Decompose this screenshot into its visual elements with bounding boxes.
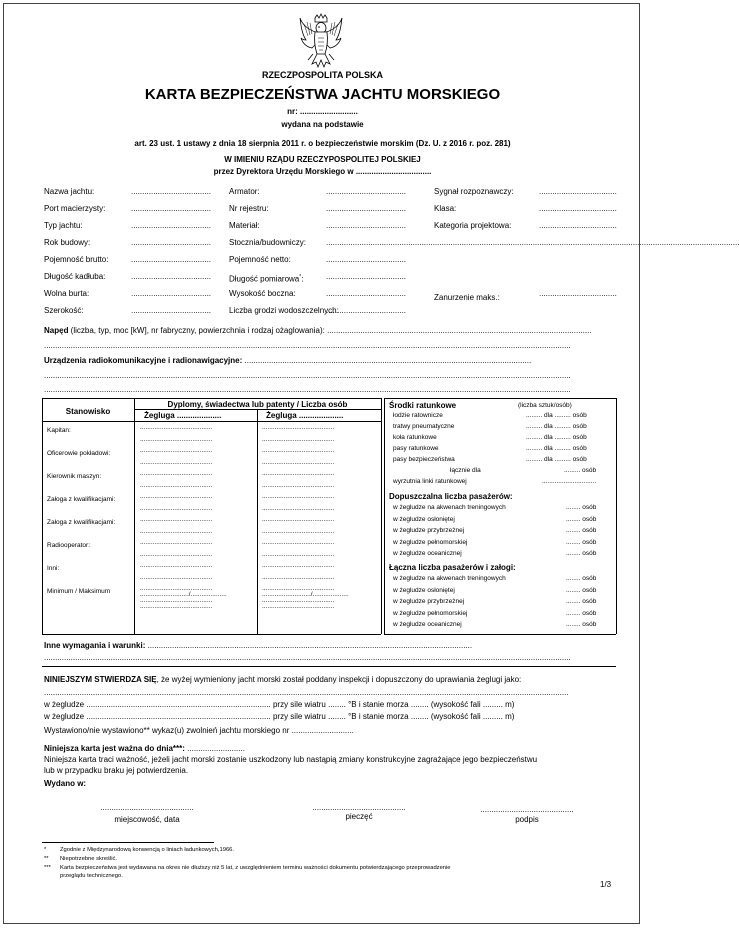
rescue-item-value[interactable]: ......... dla ......... osób [526,456,587,463]
propulsion-label: Napęd [44,326,69,335]
crew-cell-dots[interactable]: ........................................ [140,596,213,604]
crew-row-label: Oficerowie pokładowi: [47,450,111,457]
footnote-mark: * [299,274,302,280]
rescue-title: Środki ratunkowe [389,401,457,410]
field-value-dots[interactable]: .................................... [131,238,212,247]
crew-cell-dots[interactable]: ........................................ [140,527,213,535]
crew-cell-dots[interactable]: ........................................ [140,585,213,592]
total-zone-value[interactable]: ........ osób [566,621,597,628]
crew-cell-dots[interactable]: ........................................ [140,458,213,466]
crew-col-position: Stanowisko [65,407,111,416]
crew-cell-dots[interactable]: ........................................ [140,447,213,454]
field-value-dots[interactable]: .................................... [131,289,212,298]
validity-text-2: lub w przypadku braku jej potwierdzenia. [44,766,189,775]
radio-line-1[interactable]: ............................................................................................................................................................................................................................................. [44,371,571,380]
validity-text-1: Niniejsza karta traci ważność, jeżeli jacht morski zostanie uszkodzony lub nastąpią zmiany konstrukcyjne zagrażające jego bezpieczeństwu [44,755,538,764]
field-value-dots[interactable]: .................................... [326,289,407,298]
crew-cell-dots[interactable]: ........................................ [140,550,213,558]
stamp-dots[interactable]: .......................................... [312,803,406,812]
document-title: KARTA BEZPIECZEŃSTWA JACHTU MORSKIEGO [144,86,501,103]
crew-row-label: Kapitan: [47,427,71,434]
other-dots[interactable]: .................................................................................................................................................. [145,641,473,650]
crew-sub-2[interactable]: Żegluga .................... [266,411,344,420]
certify-row [44,675,521,685]
certify-lead: NINIEJSZYM STWIERDZA SIĘ [44,675,157,684]
crew-cell-dots[interactable]: ........................................ [262,539,335,546]
rescue-item-label: tratwy pneumatyczne [393,423,455,430]
total-zone-label: w żegludze pełnomorskiej [393,609,468,617]
field-label: Wolna burta: [44,289,90,298]
rescue-item-value[interactable]: ......... dla ......... osób [526,412,587,419]
exemption-row[interactable]: Wystawiono/nie wystawiono** wykaz(u) zwolnień jachtu morskiego nr ............................ [44,726,354,735]
field-label: Typ jachtu: [44,221,83,230]
rescue-line-value[interactable]: .............................. [542,478,597,485]
other-row [44,641,472,651]
radio-line-2[interactable]: ............................................................................................................................................................................................................................................. [44,385,571,394]
crew-cell-dots[interactable]: ........................................ [140,493,213,500]
validity-label: Niniejsza karta jest ważna do dnia***: [44,744,185,753]
crew-cell-dots[interactable]: ........................................ [140,603,213,610]
crew-cell-dots[interactable]: ........................................ [262,550,335,558]
radio-row [44,356,531,366]
country-name: RZECZPOSPOLITA POLSKA [261,70,383,80]
field-label: Długość kadłuba: [44,272,106,281]
footnote-text: Niepotrzebne skreślić. [60,856,118,862]
rescue-item-value[interactable]: ......... dla ......... osób [526,434,587,441]
field-value-dots[interactable]: .................................... [326,221,407,230]
footnote-text: przeglądu technicznego. [60,873,123,879]
crew-col-certs: Dyplomy, świadectwa lub patenty / Liczba osób [167,400,348,409]
propulsion-row [44,326,592,336]
crew-cell-dots[interactable]: ........................................ [262,424,335,431]
propulsion-line[interactable]: ............................................................................................................................................................................................................................................. [44,341,571,350]
rescue-note: (liczba sztuk/osób) [518,402,572,409]
passenger-zone-value[interactable]: ........ osób [566,538,597,546]
field-label: Zanurzenie maks.: [434,293,500,302]
field-value-dots[interactable]: ................................... [539,289,617,298]
field-value-dots[interactable]: .................................... [131,187,212,196]
crew-cell-dots[interactable]: ........................................ [262,585,335,592]
crew-cell-dots[interactable]: ........................................ [262,470,335,477]
field-label: Rok budowy: [44,238,91,247]
crew-cell-dots[interactable]: ........................................ [140,504,213,512]
field-label: Wysokość boczna: [229,289,296,298]
footnote-marker: *** [44,865,51,871]
other-label: Inne wymagania i warunki: [44,641,146,650]
document-number: nr: .......................... [287,107,358,116]
issued-in-label: Wydano w: [44,779,87,788]
rescue-total-label: łącznie dla [450,467,481,474]
crew-cell-dots[interactable]: ........................................ [262,603,335,610]
crew-cell-dots[interactable]: ........................................ [262,435,335,443]
crew-cell-dots[interactable]: ........................................ [262,504,335,512]
field-value-dots[interactable]: .................................... [326,187,407,196]
total-zone-value[interactable]: ........ osób [566,609,597,617]
field-label: Długość pomiarowa*: [229,274,304,284]
rescue-item-label: pasy bezpieczeństwa [393,456,455,463]
crew-row-label: Minimum / Maksimum [47,588,111,595]
crew-cell-dots[interactable]: ........................................ [262,481,335,489]
radio-dots[interactable]: ................................................................................................................................. [242,356,532,365]
crew-minmax-dots[interactable]: .........................../.................... [140,591,227,598]
passenger-zone-value[interactable]: ........ osób [566,527,597,534]
issued-basis: wydana na podstawie [281,120,364,129]
field-value-dots[interactable]: .................................... [131,306,212,315]
crew-cell-dots[interactable]: ........................................ [262,458,335,466]
field-label: Nr rejestru: [229,204,269,213]
passenger-zone-label: w żegludze pełnomorskiej [393,538,468,546]
passenger-zone-label: w żegludze osłoniętej [393,515,455,523]
crew-cell-dots[interactable]: ........................................ [262,493,335,500]
field-label: Stocznia/budowniczy: [229,238,306,247]
propulsion-text[interactable]: (liczba, typ, moc [kW], nr fabryczny, powierzchnia i rodzaj ożaglowania): ....................................................................................................................... [68,326,592,335]
government-line: W IMIENIU RZĄDU RZECZYPOSPOLITEJ POLSKIEJ [224,155,421,164]
total-zone-label: w żegludze oceanicznej [393,621,462,628]
sailing-row-2[interactable]: w żegludze ................................................................................... przy sile wiatru ........ °B i stanie morza ........ (wysokość fali ......... m) [44,712,515,721]
director-line: przez Dyrektora Urzędu Morskiego w .................................. [213,167,432,176]
passenger-zone-label: w żegludze oceanicznej [393,550,462,557]
crew-cell-dots[interactable]: ........................................ [262,447,335,454]
crew-cell-dots[interactable]: ........................................ [140,539,213,546]
field-label: Pojemność netto: [229,255,291,264]
field-label: Nazwa jachtu: [44,187,95,196]
certify-text: , że wyżej wymieniony jacht morski został poddany inspekcji i dopuszczony do uprawiania żeglugi jako: [156,675,522,684]
field-value-dots[interactable]: ................................... [539,204,617,213]
crew-cell-dots[interactable]: ........................................ [262,596,335,604]
field-label: Materiał: [229,221,260,230]
field-label: Kategoria projektowa: [434,221,512,230]
crew-row-label: Radiooperator: [47,542,90,549]
rescue-item-value[interactable]: ......... dla ......... osób [526,423,587,430]
passenger-zone-value[interactable]: ........ osób [566,515,597,523]
rescue-total-value[interactable]: ......... osób [564,467,597,474]
crew-sub-1[interactable]: Żegluga .................... [144,411,222,420]
place-date-dots[interactable]: .......................................... [100,803,194,812]
field-value-dots[interactable]: .................................... [326,272,407,281]
crew-row-label: Załoga z kwalifikacjami: [47,519,116,526]
field-value-dots[interactable]: .................................... [131,272,212,281]
polish-eagle-emblem [298,14,344,70]
crew-cell-dots[interactable]: ........................................ [140,516,213,523]
field-value-dots[interactable]: .................................... [326,306,407,315]
field-value-dots[interactable]: .................................... [326,255,407,264]
total-zone-value[interactable]: ........ osób [566,586,597,594]
crew-cell-dots[interactable]: ........................................ [140,562,213,569]
sailing-row-1[interactable]: w żegludze ................................................................................... przy sile wiatru ........ °B i stanie morza ........ (wysokość fali ......... m) [44,700,515,709]
field-value-dots[interactable]: .................................... [131,255,212,264]
crew-row-label: Kierownik maszyn: [47,473,102,480]
stamp-label: pieczęć [345,812,373,821]
footnote-text: Karta bezpieczeństwa jest wydawana na okres nie dłuższy niż 5 lat, z uwzględnieniem terminu ważności dokumentu potwierdzającego przeprowadzenie [60,865,451,871]
rescue-item-value[interactable]: ......... dla ......... osób [526,445,587,452]
field-label: Armator: [229,187,260,196]
passenger-zone-value[interactable]: ........ osób [566,550,597,557]
field-value-dots[interactable]: .................................... [131,221,212,230]
field-label: Szerokość: [44,306,84,315]
rescue-line-label: wyrzutnia linki ratunkowej [393,478,467,485]
crew-cell-dots[interactable]: ........................................ [262,527,335,535]
field-label: Sygnał rozpoznawczy: [434,187,514,196]
total-zone-label: w żegludze przybrzeżnej [393,598,465,605]
field-value-dots[interactable]: ................................... [539,221,617,230]
crew-cell-dots[interactable]: ........................................ [140,470,213,477]
passenger-zone-label: w żegludze na akwenach treningowych [393,504,506,511]
validity-row [44,744,245,754]
legal-basis: art. 23 ust. 1 ustawy z dnia 18 sierpnia 2011 r. o bezpieczeństwie morskim (Dz. U. z 2016 r. poz. 281) [134,139,511,148]
field-value-dots[interactable]: .................................... [326,204,407,213]
total-zone-label: w żegludze osłoniętej [393,586,455,594]
signature-label: podpis [515,815,539,824]
field-label: Port macierzysty: [44,204,106,213]
certify-line[interactable]: ............................................................................................................................................................................................................................................ [44,688,569,697]
place-date-label: miejscowość, data [114,815,180,824]
crew-cell-dots[interactable]: ........................................ [262,562,335,569]
field-label: Liczba grodzi wodoszczelnych: [229,306,339,315]
passengers-title: Dopuszczalna liczba pasażerów: [389,492,513,501]
other-line[interactable]: ............................................................................................................................................................................................................................................. [44,653,571,662]
crew-cell-dots[interactable]: ........................................ [140,424,213,431]
field-value-dots[interactable]: .......................................................................................................................................................................................... [326,238,739,247]
crew-cell-dots[interactable]: ........................................ [262,573,335,581]
passenger-zone-value[interactable]: ........ osób [566,504,597,511]
passenger-zone-label: w żegludze przybrzeżnej [393,527,465,534]
rescue-item-label: pasy ratunkowe [393,445,439,452]
signature-dots[interactable]: .......................................... [480,805,574,814]
footnote-marker: * [44,847,47,853]
crew-cell-dots[interactable]: ........................................ [140,435,213,443]
crew-row-label: Załoga z kwalifikacjami: [47,496,116,503]
field-label: Klasa: [434,204,457,213]
crew-cell-dots[interactable]: ........................................ [262,516,335,523]
rescue-item-label: łodzie ratownicze [393,412,443,419]
crew-minmax-dots[interactable]: .........................../.................... [262,591,349,598]
page-number: 1/3 [600,880,612,889]
total-zone-value[interactable]: ........ osób [566,598,597,605]
radio-label: Urządzenia radiokomunikacyjne i radionawigacyjne: [44,356,243,365]
crew-row-label: Inni: [47,565,60,572]
footnote-text: Zgodnie z Międzynarodową konwencją o liniach ładunkowych,1966. [60,847,235,853]
validity-dots[interactable]: .......................... [184,744,245,753]
crew-cell-dots[interactable]: ........................................ [140,573,213,581]
document-page [3,3,739,924]
rescue-item-label: koła ratunkowe [393,434,437,441]
field-value-dots[interactable]: ................................... [539,187,617,196]
total-persons-title: Łączna liczba pasażerów i załogi: [389,563,516,572]
field-value-dots[interactable]: .................................... [131,204,212,213]
total-zone-value[interactable]: ........ osób [566,575,597,582]
field-label: Pojemność brutto: [44,255,109,264]
total-zone-label: w żegludze na akwenach treningowych [393,575,506,582]
crew-cell-dots[interactable]: ........................................ [140,481,213,489]
footnote-marker: ** [44,856,49,862]
